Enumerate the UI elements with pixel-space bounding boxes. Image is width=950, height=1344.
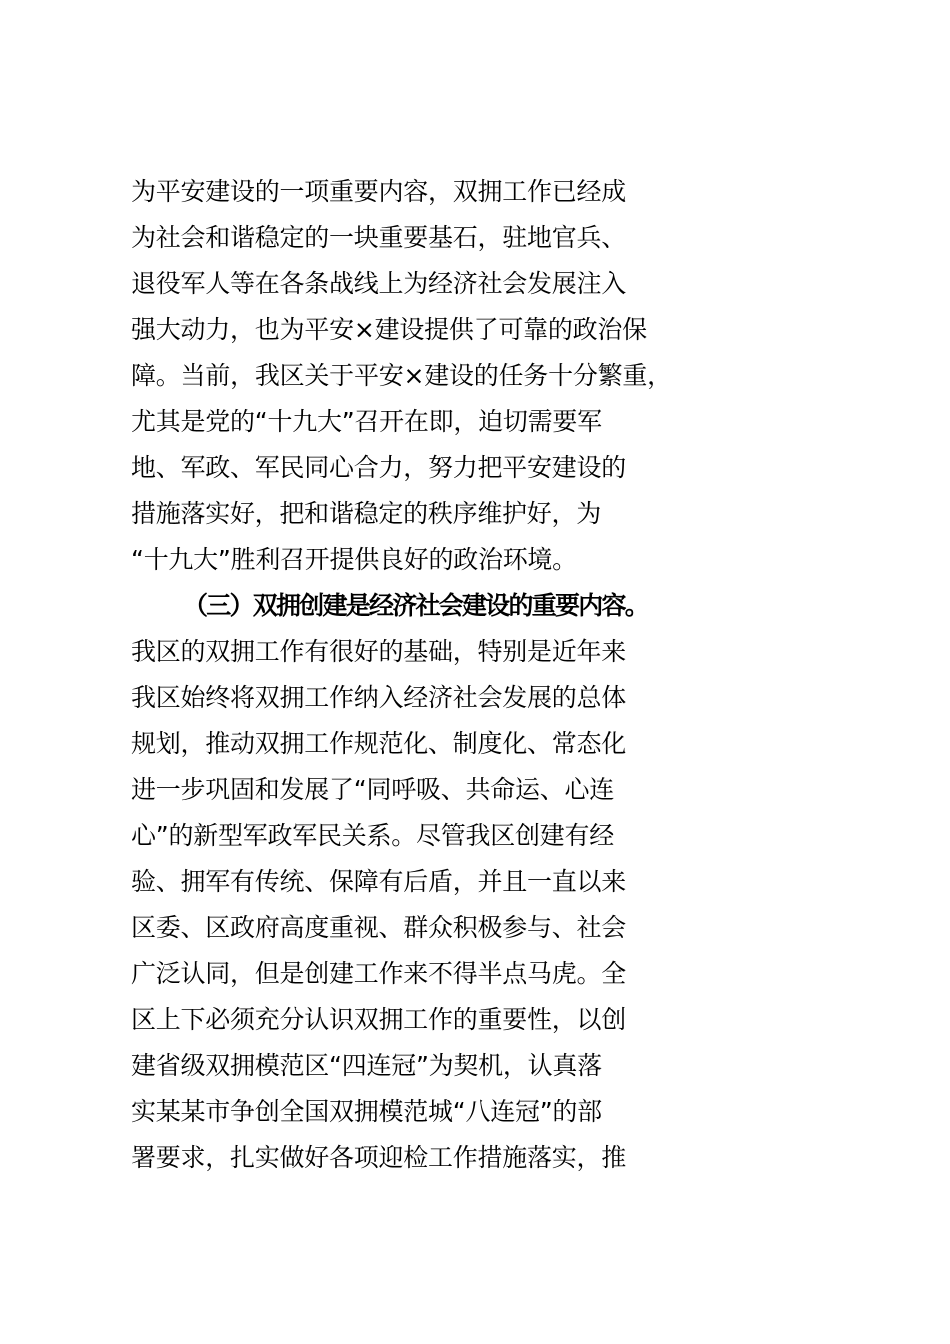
text-line: 区委、区政府高度重视、群众积极参与、社会 [131, 913, 627, 942]
text-line: 我区的双拥工作有很好的基础，特别是近年来 [131, 637, 627, 666]
section-heading: （三）双拥创建是经济社会建设的重要内容。 [183, 591, 649, 620]
text-line: 退役军人等在各条战线上为经济社会发展注入 [131, 269, 627, 298]
text-line: 为社会和谐稳定的一块重要基石，驻地官兵、 [131, 223, 627, 252]
text-line: 验、拥军有传统、保障有后盾，并且一直以来 [131, 867, 627, 896]
text-line: 区上下必须充分认识双拥工作的重要性，以创 [131, 1005, 627, 1034]
text-line: 尤其是党的“十九大”召开在即，迫切需要军 [131, 407, 602, 436]
text-line: 建省级双拥模范区“四连冠”为契机，认真落 [131, 1051, 602, 1080]
text-line: 心”的新型军政军民关系。尽管我区创建有经 [131, 821, 614, 850]
text-line: 进一步巩固和发展了“同呼吸、共命运、心连 [131, 775, 614, 804]
text-line: 广泛认同，但是创建工作来不得半点马虎。全 [131, 959, 627, 988]
text-line: 我区始终将双拥工作纳入经济社会发展的总体 [131, 683, 627, 712]
text-line: 规划，推动双拥工作规范化、制度化、常态化 [131, 729, 627, 758]
text-line: 强大动力，也为平安×建设提供了可靠的政治保 [131, 315, 647, 344]
text-line: 障。当前，我区关于平安×建设的任务十分繁重， [131, 361, 672, 390]
text-line: 署要求，扎实做好各项迎检工作措施落实，推 [131, 1143, 627, 1172]
text-line: 为平安建设的一项重要内容，双拥工作已经成 [131, 177, 627, 206]
text-line: 措施落实好，把和谐稳定的秩序维护好，为 [131, 499, 602, 528]
text-line: 地、军政、军民同心合力，努力把平安建设的 [131, 453, 627, 482]
text-line: 实某某市争创全国双拥模范城“八连冠”的部 [131, 1097, 602, 1126]
text-line: “十九大”胜利召开提供良好的政治环境。 [131, 545, 577, 574]
